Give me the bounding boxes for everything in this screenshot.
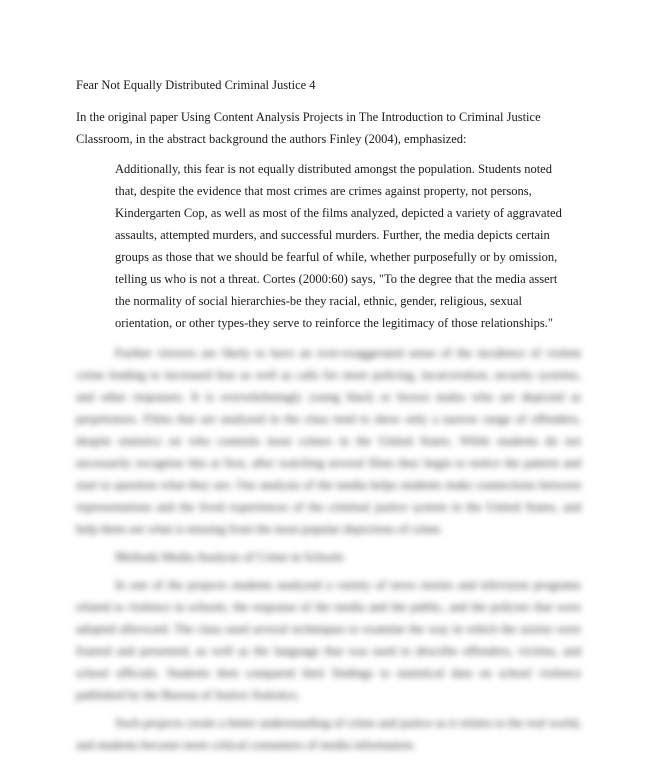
intro-paragraph (76, 106, 576, 150)
quote-line: the normality of social hierarchies-be they racial, ethnic, gender, religious, sexual (115, 294, 522, 308)
running-head: Fear Not Equally Distributed Criminal Justice 4 (76, 78, 316, 92)
block-quote (115, 158, 585, 334)
quote-line: Additionally, this fear is not equally distributed amongst the population. Students noted (115, 162, 552, 176)
intro-line: Classroom, in the abstract background the authors Finley (2004), emphasized: (76, 132, 467, 146)
quote-line: telling us who is not a threat. Cortes (2000:60) says, "To the degree that the media assert (115, 272, 558, 286)
quote-line: assaults, attempted murders, and successful murders. Further, the media depicts certain (115, 228, 550, 242)
intro-line: In the original paper Using Content Analysis Projects in The Introduction to Criminal Justice (76, 110, 541, 124)
quote-line: Kindergarten Cop, as well as most of the films analyzed, depicted a variety of aggravated (115, 206, 562, 220)
blurred-paragraph: Further viewers are likely to have an over-exaggerated sense of the incidence of violent crime leading to increased fear as well as calls for more policing, incarceration, security systems, and other responses. It is overwhelmingly young black or brown males who are depicted as perpetrators. Films that are analyzed in the class tend to show only a narrow range of offenders, despite statistics on who commits most crimes in the United States. While students do not necessarily recognize this at first, after watching several films they begin to notice the pattern and start to question what they see. Our analysis of the media helps students make connections between representations and the lived experiences of the criminal justice system in the United States, and help them see what is missing from the most popular depictions of crime. (76, 346, 581, 536)
quote-line: orientation, or other types-they serve to reinforce the legitimacy of those relationships." (115, 316, 553, 330)
blurred-paragraph: In one of the projects students analyzed a variety of news stories and television programs related to violence in schools, the response of the media and the public, and the policies that were adopted afterward. The class used several techniques to examine the way in which the stories were framed and presented, as well as the language that was used to describe offenders, victims, and school officials. Students then compared their findings to statistical data on school violence published by the Bureau of Justice Statistics. (76, 578, 581, 702)
quote-line: groups as those that we should be fearful of while, whether purposefully or by omission, (115, 250, 558, 264)
blurred-paragraph: Such projects create a better understanding of crime and justice as it relates to the real world, and students become more critical consumers of media information. (76, 716, 581, 752)
blurred-heading: Methods Media Analysis of Crime in Schools (115, 550, 344, 564)
quote-line: that, despite the evidence that most crimes are crimes against property, not persons, (115, 184, 532, 198)
blurred-preview (76, 342, 581, 762)
